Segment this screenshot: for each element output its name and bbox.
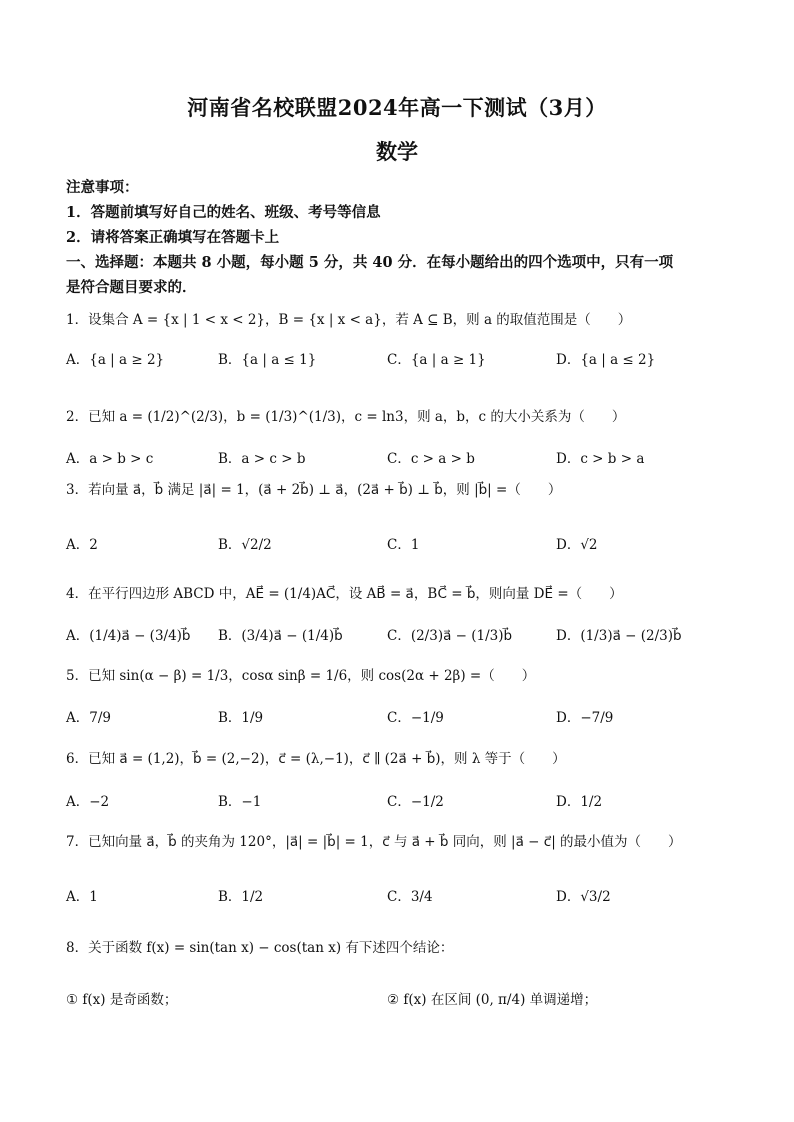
q5-option-c: C．−1/9 — [387, 710, 444, 726]
q4-option-a: A．(1/4)a⃗ − (3/4)b⃗ — [66, 628, 191, 644]
q6-option-b: B．−1 — [218, 794, 262, 810]
note-item-1: 1．答题前填写好自己的姓名、班级、考号等信息 — [66, 204, 381, 221]
q7-option-c: C．3/4 — [387, 889, 433, 905]
question-5-stem: 5．已知 sin(α − β) = 1/3，cosα sinβ = 1/6，则 cos(2α + 2β) =（ ） — [66, 668, 536, 684]
question-6-stem: 6．已知 a⃗ = (1,2)，b⃗ = (2,−2)，c⃗ = (λ,−1)，c⃗ ∥ (2a⃗ + b⃗)，则 λ 等于（ ） — [66, 751, 566, 767]
q1-option-b: B．{a | a ≤ 1} — [218, 352, 317, 368]
q1-option-d: D．{a | a ≤ 2} — [556, 352, 656, 368]
q2-option-a: A．a > b > c — [66, 451, 154, 467]
question-3-stem: 3．若向量 a⃗，b⃗ 满足 |a⃗| = 1，(a⃗ + 2b⃗) ⊥ a⃗，(2a⃗ + b⃗) ⊥ b⃗，则 |b⃗| =（ ） — [66, 482, 562, 498]
note-item-2: 2．请将答案正确填写在答题卡上 — [66, 229, 280, 246]
q8-conclusion-1: ① f(x) 是奇函数； — [66, 992, 178, 1008]
q3-option-a: A．2 — [66, 537, 98, 553]
q6-option-d: D．1/2 — [556, 794, 603, 810]
q3-option-b: B．√2/2 — [218, 537, 272, 553]
q6-option-a: A．−2 — [66, 794, 110, 810]
q3-option-c: C．1 — [387, 537, 420, 553]
notes-heading: 注意事项： — [66, 179, 139, 196]
q1-option-c: C．{a | a ≥ 1} — [387, 352, 486, 368]
q7-option-a: A．1 — [66, 889, 98, 905]
q8-conclusion-2: ② f(x) 在区间 (0, π/4) 单调递增； — [387, 992, 598, 1008]
question-1-stem: 1．设集合 A = {x | 1 < x < 2}，B = {x | x < a}，若 A ⊆ B，则 a 的取值范围是（ ） — [66, 312, 632, 328]
question-8-stem: 8．关于函数 f(x) = sin(tan x) − cos(tan x) 有下述四个结论： — [66, 940, 454, 956]
q2-option-c: C．c > a > b — [387, 451, 475, 467]
q4-option-c: C．(2/3)a⃗ − (1/3)b⃗ — [387, 628, 513, 644]
exam-title: 河南省名校联盟2024年高一下测试（3月） — [187, 95, 607, 120]
q5-option-d: D．−7/9 — [556, 710, 614, 726]
q3-option-d: D．√2 — [556, 537, 598, 553]
q2-option-b: B．a > c > b — [218, 451, 306, 467]
question-7-stem: 7．已知向量 a⃗，b⃗ 的夹角为 120°，|a⃗| = |b⃗| = 1，c⃗ 与 a⃗ + b⃗ 同向，则 |a⃗ − c⃗| 的最小值为（ ） — [66, 834, 682, 850]
q7-option-d: D．√3/2 — [556, 889, 611, 905]
section-heading-line2: 是符合题目要求的． — [66, 279, 197, 296]
section-heading-line1: 一、选择题：本题共 8 小题，每小题 5 分，共 40 分．在每小题给出的四个选项中，只有一项 — [66, 254, 674, 271]
exam-subject: 数学 — [376, 139, 418, 164]
q5-option-a: A．7/9 — [66, 710, 111, 726]
q4-option-b: B．(3/4)a⃗ − (1/4)b⃗ — [218, 628, 343, 644]
q1-option-a: A．{a | a ≥ 2} — [66, 352, 165, 368]
question-2-stem: 2．已知 a = (1/2)^(2/3)，b = (1/3)^(1/3)，c = ln3，则 a，b，c 的大小关系为（ ） — [66, 409, 626, 425]
q2-option-d: D．c > b > a — [556, 451, 645, 467]
question-4-stem: 4．在平行四边形 ABCD 中，AE⃗ = (1/4)AC⃗，设 AB⃗ = a⃗，BC⃗ = b⃗，则向量 DE⃗ =（ ） — [66, 586, 623, 602]
q6-option-c: C．−1/2 — [387, 794, 444, 810]
q4-option-d: D．(1/3)a⃗ − (2/3)b⃗ — [556, 628, 682, 644]
q5-option-b: B．1/9 — [218, 710, 264, 726]
q7-option-b: B．1/2 — [218, 889, 264, 905]
